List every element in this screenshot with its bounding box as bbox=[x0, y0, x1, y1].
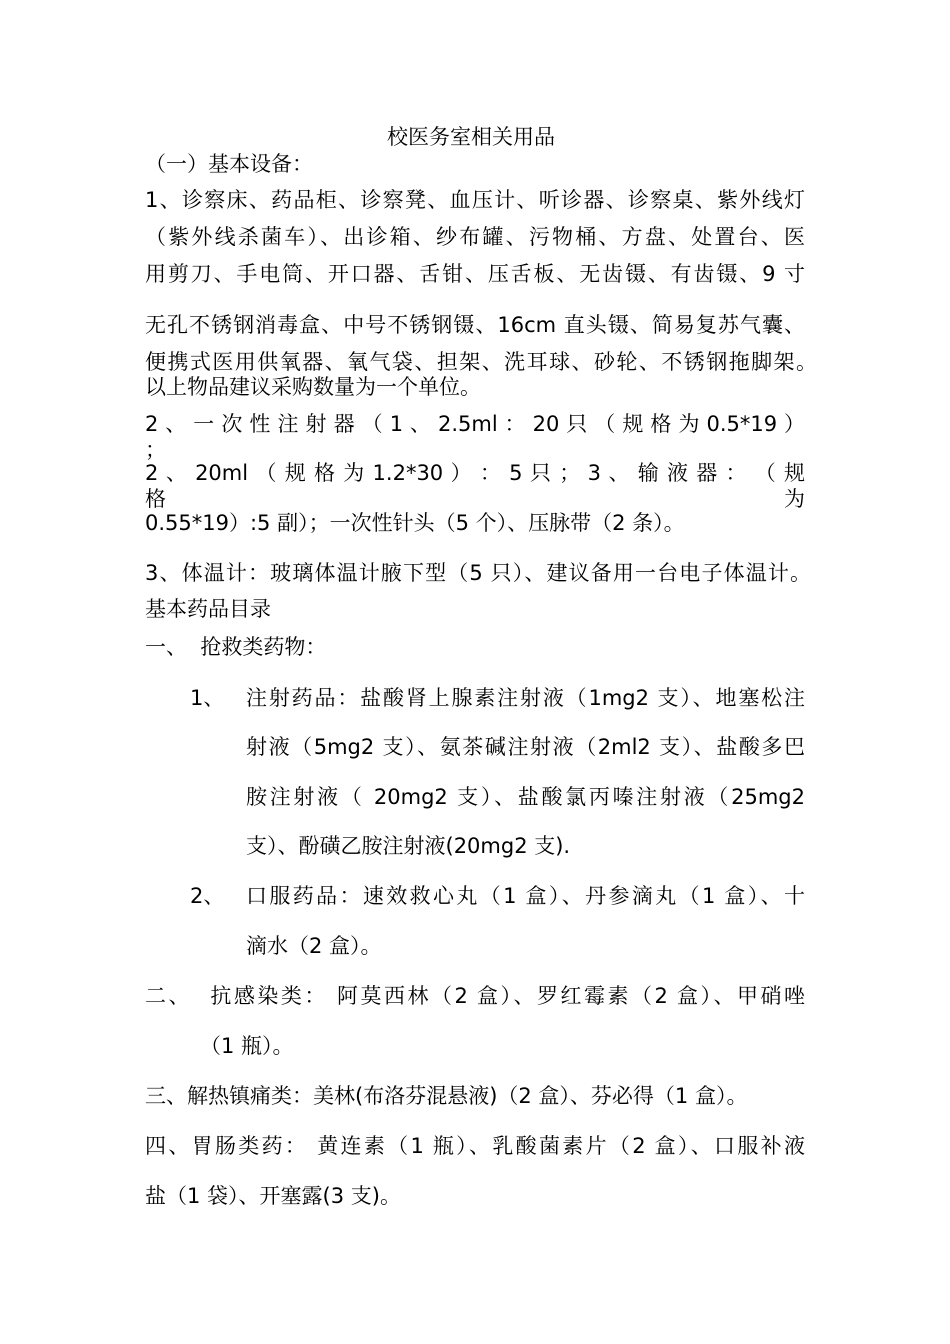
item1-line5: 便携式医用供氧器、氧气袋、担架、洗耳球、砂轮、不锈钢拖脚架。 bbox=[145, 350, 817, 374]
cat2-line2: （1 瓶）。 bbox=[200, 1034, 294, 1058]
catalog-title: 基本药品目录 bbox=[145, 597, 271, 621]
cat1-sub2-line1: 口服药品：速效救心丸（1 盒）、丹参滴丸（1 盒）、十 bbox=[246, 884, 805, 908]
item1-line3: 用剪刀、手电筒、开口器、舌钳、压舌板、无齿镊、有齿镊、9 寸 bbox=[145, 262, 805, 286]
cat4-line2: 盐（1 袋）、开塞露(3 支)。 bbox=[145, 1184, 401, 1208]
item1-line4: 无孔不锈钢消毒盒、中号不锈钢镊、16cm 直头镊、简易复苏气囊、 bbox=[145, 313, 805, 337]
cat4-line1: 四、胃肠类药： 黄连素（1 瓶）、乳酸菌素片（2 盒）、口服补液 bbox=[145, 1134, 805, 1158]
cat1-sub1-line1: 注射药品：盐酸肾上腺素注射液（1mg2 支）、地塞松注 bbox=[246, 686, 805, 710]
item1-line2: （紫外线杀菌车）、出诊箱、纱布罐、污物桶、方盘、处置台、医 bbox=[145, 225, 805, 249]
cat1-sub1-line3: 胺注射液（ 20mg2 支）、盐酸氯丙嗪注射液（25mg2 bbox=[246, 785, 805, 809]
item2-line2: 2 、 20ml （ 规 格 为 1.2*30 ） ： 5 只 ； 3 、 输 液 器 ： （ 规 格 为 bbox=[145, 461, 805, 511]
cat1-sub1-line2: 射液（5mg2 支）、氨茶碱注射液（2ml2 支）、盐酸多巴 bbox=[246, 735, 805, 759]
item2-line1: 2 、 一 次 性 注 射 器 （ 1 、 2.5ml ： 20 只 （ 规 格 为 0.5*19 ） ； bbox=[145, 412, 805, 462]
cat3-line: 三、解热镇痛类：美林(布洛芬混悬液)（2 盒）、芬必得（1 盒）。 bbox=[145, 1084, 748, 1108]
item2-line3: 0.55*19）:5 副）；一次性针头（5 个）、压脉带（2 条）。 bbox=[145, 511, 685, 535]
item3-line: 3、体温计：玻璃体温计腋下型（5 只）、建议备用一台电子体温计。 bbox=[145, 561, 811, 585]
section-basic-equipment-heading: （一）基本设备： bbox=[145, 152, 313, 176]
cat2-line1: 二、 抗感染类： 阿莫西林（2 盒）、罗红霉素（2 盒）、甲硝唑 bbox=[145, 984, 805, 1008]
cat1-sub1-line4: 支）、酚磺乙胺注射液(20mg2 支). bbox=[246, 834, 571, 858]
item1-line1: 1、诊察床、药品柜、诊察凳、血压计、听诊器、诊察桌、紫外线灯 bbox=[145, 188, 805, 212]
item1-note: 以上物品建议采购数量为一个单位。 bbox=[145, 375, 481, 399]
cat1-heading: 一、 抢救类药物： bbox=[145, 635, 327, 659]
cat1-sub2-line2: 滴水（2 盒）。 bbox=[246, 934, 382, 958]
cat1-sub2-number: 2、 bbox=[190, 884, 225, 908]
cat1-sub1-number: 1、 bbox=[190, 686, 225, 710]
page-title: 校医务室相关用品 bbox=[387, 125, 555, 149]
